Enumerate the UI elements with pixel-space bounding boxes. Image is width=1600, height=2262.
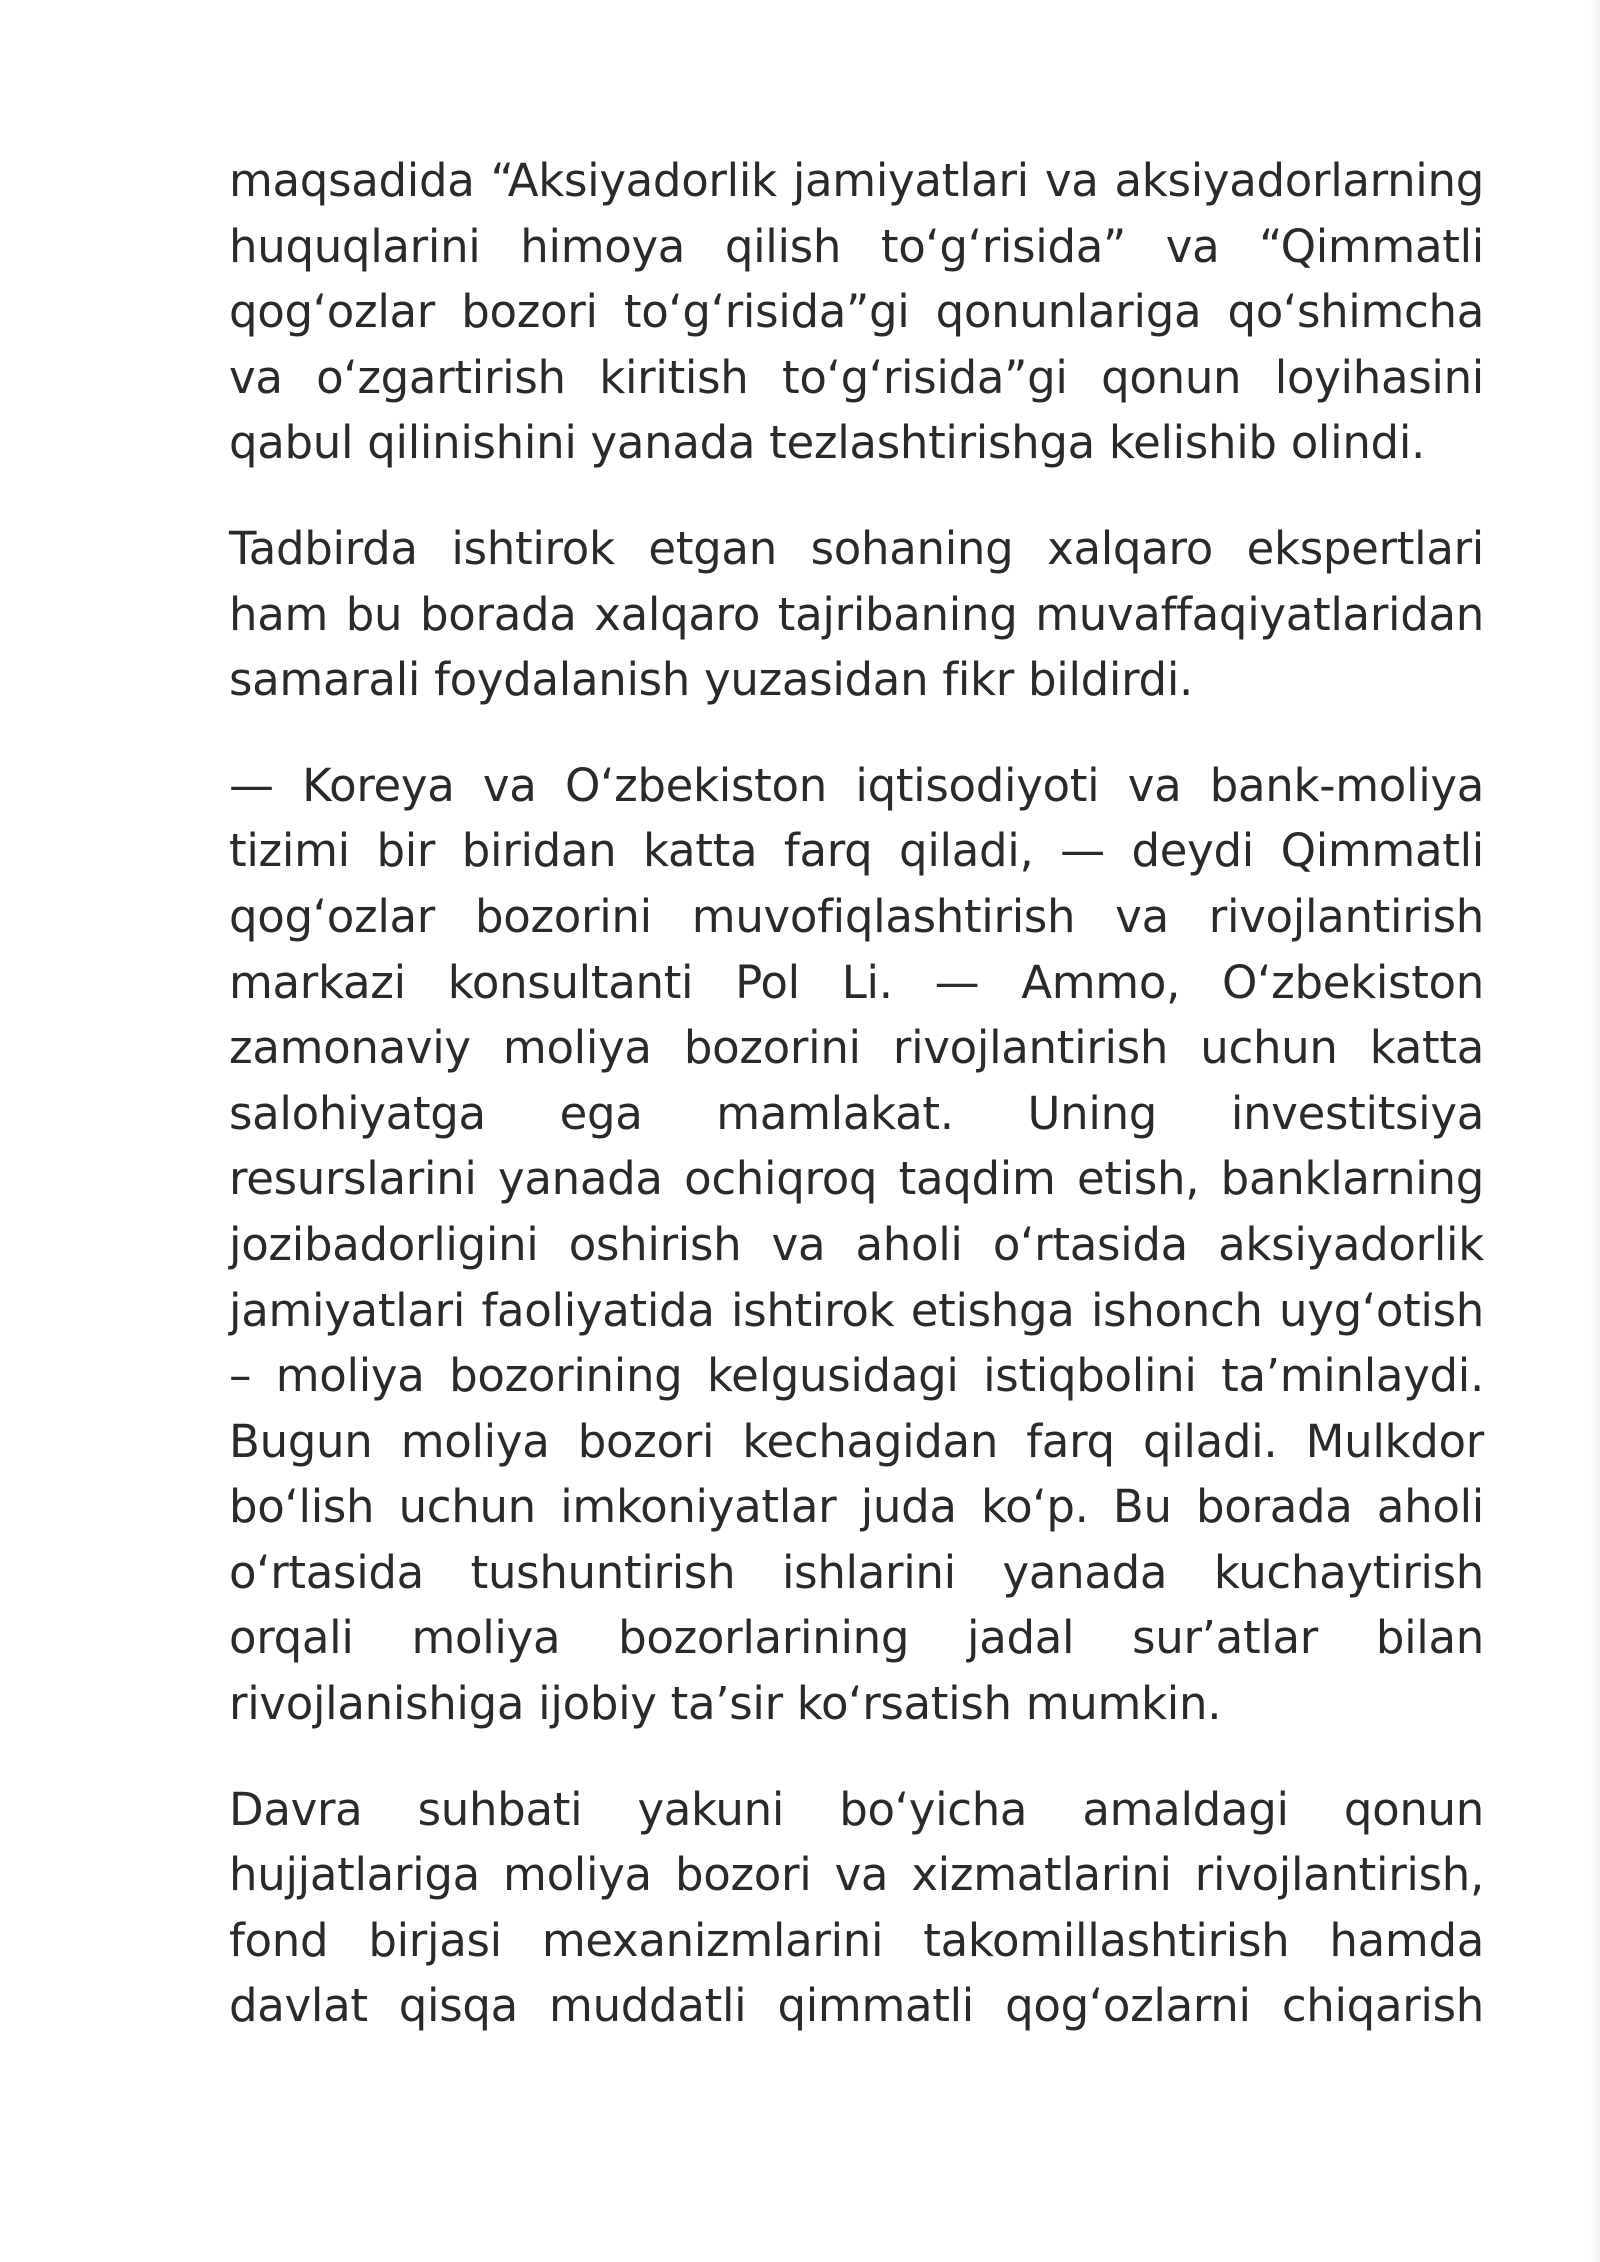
paragraph-3: — Koreya va O‘zbekiston iqtisodiyoti va bank-moliya tizimi bir biridan katta farq qiladi, — deydi Qimmatli qog‘ozlar bozorini muvofiqlashtirish va rivojlantirish markazi konsultanti Pol Li. — Ammo, O‘zbekiston zamonaviy moliya bozorini rivojlantirish uchun katta salohiyatga ega mamlakat. Uning investitsiya resurslarini yanada ochiqroq taqdim etish, banklarning jozibadorligini oshirish va aholi o‘rtasida aksiyadorlik jamiyatlari faoliyatida ishtirok etishga ishonch uyg‘otish – moliya bozorining kelgusidagi istiqbolini ta’minlaydi. Bugun moliya bozori kechagidan farq qiladi. Mulkdor bo‘lish uchun imkoniyatlar juda ko‘p. Bu borada aholi o‘rtasida tushuntirish ishlarini yanada kuchaytirish orqali moliya bozorlarining jadal sur’atlar bilan rivojlanishiga ijobiy ta’sir ko‘rsatish mumkin. (229, 758, 1484, 1731)
paragraph-1: maqsadida “Aksiyadorlik jamiyatlari va aksiyadorlarning huquqlarini himoya qilish to‘g‘risida” va “Qimmatli qog‘ozlar bozori to‘g‘risida”gi qonunlariga qo‘shimcha va o‘zgartirish kiritish to‘g‘risida”gi qonun loyihasini qabul qilinishini yanada tezlashtirishga kelishib olindi. (229, 154, 1484, 470)
page-edge-shadow (1590, 0, 1600, 2262)
paragraph-2: Tadbirda ishtirok etgan sohaning xalqaro ekspertlari ham bu borada xalqaro tajribaning muvaffaqiyatlaridan samarali foydalanish yuzasidan fikr bildirdi. (229, 521, 1484, 707)
paragraph-4: Davra suhbati yakuni bo‘yicha amaldagi qonun hujjatlariga moliya bozori va xizmatlarini rivojlantirish, fond birjasi mexanizmlarini takomillashtirish hamda davlat qisqa muddatli qimmatli qog‘ozlarni chiqarish (229, 1782, 1484, 2033)
body-text (229, 148, 1484, 2039)
